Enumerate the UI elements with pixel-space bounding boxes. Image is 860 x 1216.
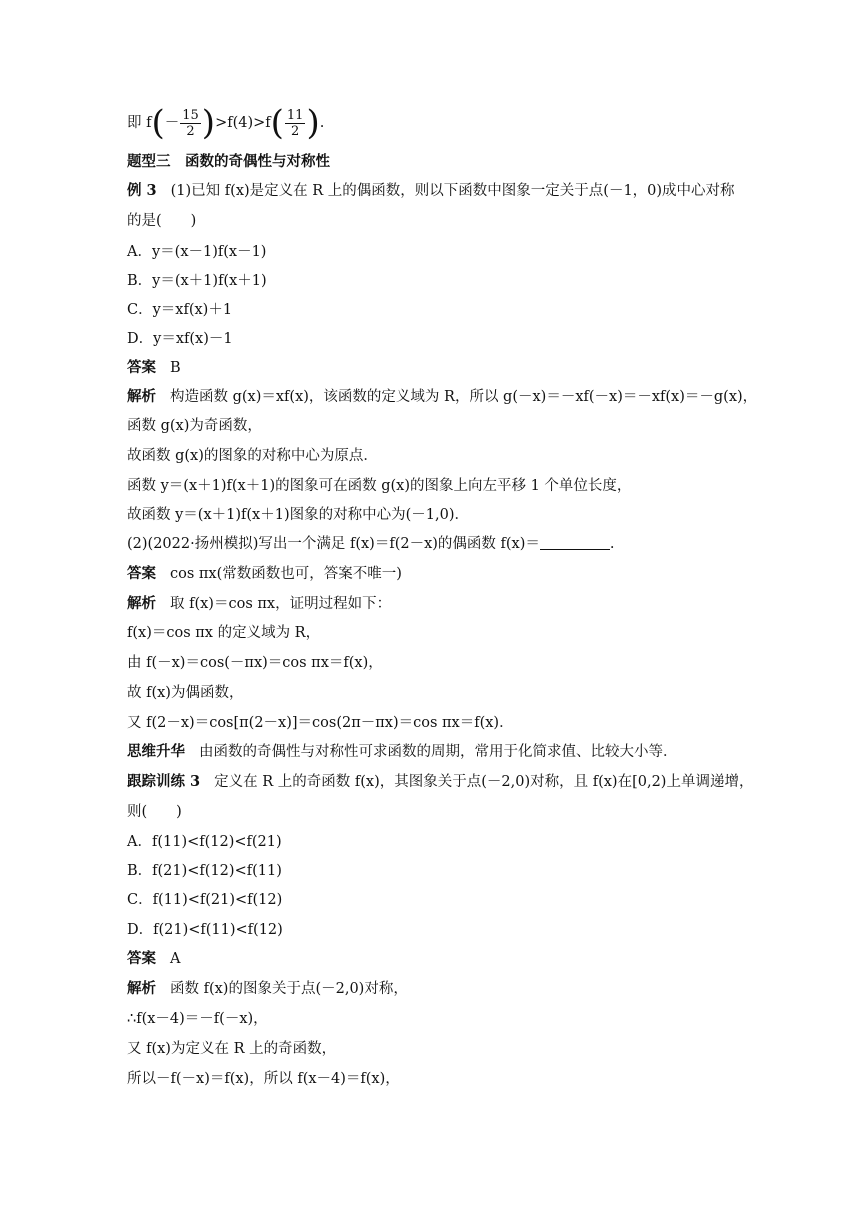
right-paren: ) xyxy=(201,103,216,143)
analysis-label: 解析 xyxy=(127,595,156,612)
section-title: 题型三 函数的奇偶性与对称性 xyxy=(127,153,330,170)
ineq-mid: >f(4)>f xyxy=(215,115,271,131)
fraction-denominator: 2 xyxy=(186,123,195,139)
analysis2-line2: f(x)＝cos πx 的定义域为 R， xyxy=(127,625,321,641)
option-b: B．y＝(x＋1)f(x＋1) xyxy=(127,273,267,289)
analysis1-line3: 故函数 g(x)的图象的对称中心为原点． xyxy=(127,448,378,464)
analysis1-line5: 故函数 y＝(x＋1)f(x＋1)图象的对称中心为(－1,0)． xyxy=(127,507,469,523)
answer-line-3 xyxy=(127,949,800,969)
thinking-line xyxy=(127,742,800,762)
fraction-15-2 xyxy=(180,108,201,139)
analysis-label: 解析 xyxy=(127,388,156,405)
option-c: C．y＝xf(x)＋1 xyxy=(127,302,233,318)
answer-label: 答案 xyxy=(127,565,156,582)
right-paren: ) xyxy=(306,103,320,143)
analysis3-line1 xyxy=(127,979,800,999)
analysis2-line3: 由 f(－x)＝cos(－πx)＝cos πx＝f(x)， xyxy=(127,655,383,671)
analysis3-line4: 所以－f(－x)＝f(x)，所以 f(x－4)＝f(x)， xyxy=(127,1071,400,1087)
question2-end: . xyxy=(609,536,615,552)
example-label: 例 3 xyxy=(127,182,157,199)
analysis-text: 函数 f(x)的图象关于点(－2,0)对称， xyxy=(170,981,408,997)
analysis1-line2: 函数 g(x)为奇函数， xyxy=(127,418,262,434)
track-option-d: D．f(21)<f(11)<f(12) xyxy=(127,922,283,938)
ineq-prefix: 即 f xyxy=(127,115,152,131)
example3-line1 xyxy=(127,181,800,201)
example3-line2: 的是( ) xyxy=(127,213,197,229)
track-option-c: C．f(11)<f(21)<f(12) xyxy=(127,892,283,908)
question2-line xyxy=(127,534,800,554)
analysis3-line2: ∴f(x－4)＝－f(－x)， xyxy=(127,1011,268,1027)
answer-blank xyxy=(540,535,610,550)
answer-value: A xyxy=(170,951,181,967)
analysis-text: 构造函数 g(x)＝xf(x)，该函数的定义域为 R，所以 g(－x)＝－xf(－x)＝－xf(x)＝－g(x)， xyxy=(170,389,758,405)
thinking-text: 由函数的奇偶性与对称性可求函数的周期，常用于化简求值、比较大小等． xyxy=(199,744,678,760)
ineq-end: . xyxy=(319,115,325,131)
analysis-label: 解析 xyxy=(127,980,156,997)
analysis-text: 取 f(x)＝cos πx，证明过程如下： xyxy=(170,596,392,612)
fraction-numerator: 11 xyxy=(286,107,304,123)
inequality-line xyxy=(127,103,800,143)
track-question: 定义在 R 上的奇函数 f(x)，其图象关于点(－2,0)对称，且 f(x)在[0,2)上单调递增， xyxy=(214,774,754,790)
option-a: A．y＝(x－1)f(x－1) xyxy=(127,244,267,260)
answer-value: cos πx(常数函数也可，答案不唯一) xyxy=(170,566,402,582)
analysis2-line4: 故 f(x)为偶函数， xyxy=(127,685,244,701)
answer-value: B xyxy=(170,360,181,376)
fraction-11-2 xyxy=(285,108,306,139)
answer-line-1 xyxy=(127,358,800,378)
track-option-b: B．f(21)<f(12)<f(11) xyxy=(127,863,282,879)
track-option-a: A．f(11)<f(12)<f(21) xyxy=(127,834,282,850)
fraction-group-1 xyxy=(151,103,216,143)
analysis1-line4: 函数 y＝(x＋1)f(x＋1)的图象可在函数 g(x)的图象上向左平移 1 个单位长度， xyxy=(127,478,632,494)
answer-label: 答案 xyxy=(127,950,156,967)
track3-line1 xyxy=(127,772,800,792)
left-paren: ( xyxy=(151,103,165,143)
example3-question1: (1)已知 f(x)是定义在 R 上的偶函数，则以下函数中图象一定关于点(－1，0)成中心对称 xyxy=(170,183,735,199)
analysis1-line1 xyxy=(127,387,800,407)
fraction-denominator: 2 xyxy=(291,123,300,139)
analysis2-line1 xyxy=(127,594,800,614)
fraction-group-2 xyxy=(270,103,320,143)
answer-line-2 xyxy=(127,564,800,584)
option-d: D．y＝xf(x)－1 xyxy=(127,331,233,347)
analysis3-line3: 又 f(x)为定义在 R 上的奇函数， xyxy=(127,1041,337,1057)
question2-text: (2)(2022·扬州模拟)写出一个满足 f(x)＝f(2－x)的偶函数 f(x)＝ xyxy=(127,536,540,552)
answer-label: 答案 xyxy=(127,359,156,376)
analysis2-line5: 又 f(2－x)＝cos[π(2－x)]＝cos(2π－πx)＝cos πx＝f(x)． xyxy=(127,715,514,731)
fraction-numerator: 15 xyxy=(182,107,199,123)
neg-sign: － xyxy=(164,115,180,131)
track-label: 跟踪训练 3 xyxy=(127,773,201,790)
thinking-label: 思维升华 xyxy=(127,743,185,760)
track3-line2: 则( ) xyxy=(127,804,182,820)
left-paren: ( xyxy=(270,103,284,143)
